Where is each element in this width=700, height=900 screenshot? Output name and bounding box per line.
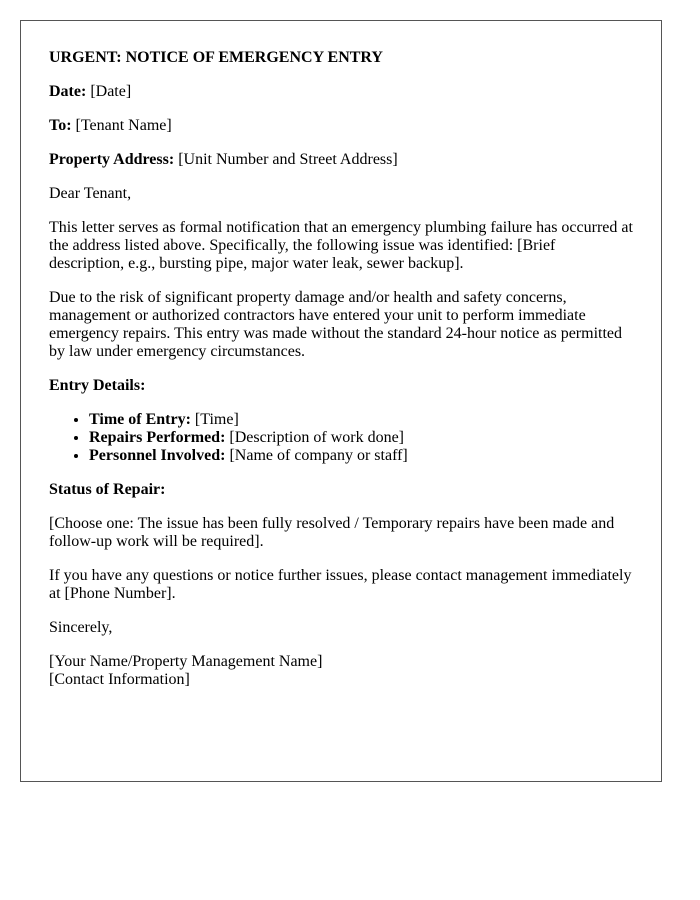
signature	[49, 653, 633, 689]
item-value: [Time]	[194, 411, 239, 428]
item-label: Repairs Performed:	[89, 429, 226, 446]
paragraph-entry-reason: Due to the risk of significant property damage and/or health and safety concerns, management or authorized contractors have entered your unit to perform immediate emergency repairs. This entry was made without the standard 24-hour notice as permitted by law under emergency circumstances.	[49, 289, 623, 360]
address-line	[49, 151, 633, 169]
address-label: Property Address:	[49, 151, 175, 168]
entry-details-heading: Entry Details:	[49, 377, 146, 394]
address-value: [Unit Number and Street Address]	[178, 151, 398, 168]
item-label: Personnel Involved:	[89, 447, 226, 464]
list-item	[89, 447, 633, 465]
to-value: [Tenant Name]	[75, 117, 172, 134]
salutation: Dear Tenant,	[49, 185, 132, 202]
item-value: [Name of company or staff]	[229, 447, 408, 464]
contact-text: If you have any questions or notice further issues, please contact management immediately at [Phone Number].	[49, 567, 632, 602]
list-item	[89, 411, 633, 429]
letter-title: URGENT: NOTICE OF EMERGENCY ENTRY	[49, 49, 383, 66]
date-value: [Date]	[90, 83, 132, 100]
item-value: [Description of work done]	[229, 429, 405, 446]
letter	[20, 20, 662, 782]
status-text: [Choose one: The issue has been fully resolved / Temporary repairs have been made and follow-up work will be required].	[49, 515, 615, 550]
signature-name: [Your Name/Property Management Name]	[49, 653, 323, 670]
signature-contact: [Contact Information]	[49, 671, 190, 688]
item-label: Time of Entry:	[89, 411, 191, 428]
date-line	[49, 83, 633, 101]
to-line	[49, 117, 633, 135]
status-heading: Status of Repair:	[49, 481, 166, 498]
entry-details-list	[49, 411, 633, 465]
to-label: To:	[49, 117, 72, 134]
date-label: Date:	[49, 83, 87, 100]
list-item	[89, 429, 633, 447]
closing: Sincerely,	[49, 619, 113, 636]
paragraph-notification: This letter serves as formal notification that an emergency plumbing failure has occurred at the address listed above. Specifically, the following issue was identified: [Brief description, e.g., bursting pipe, major water leak, sewer backup].	[49, 219, 633, 272]
